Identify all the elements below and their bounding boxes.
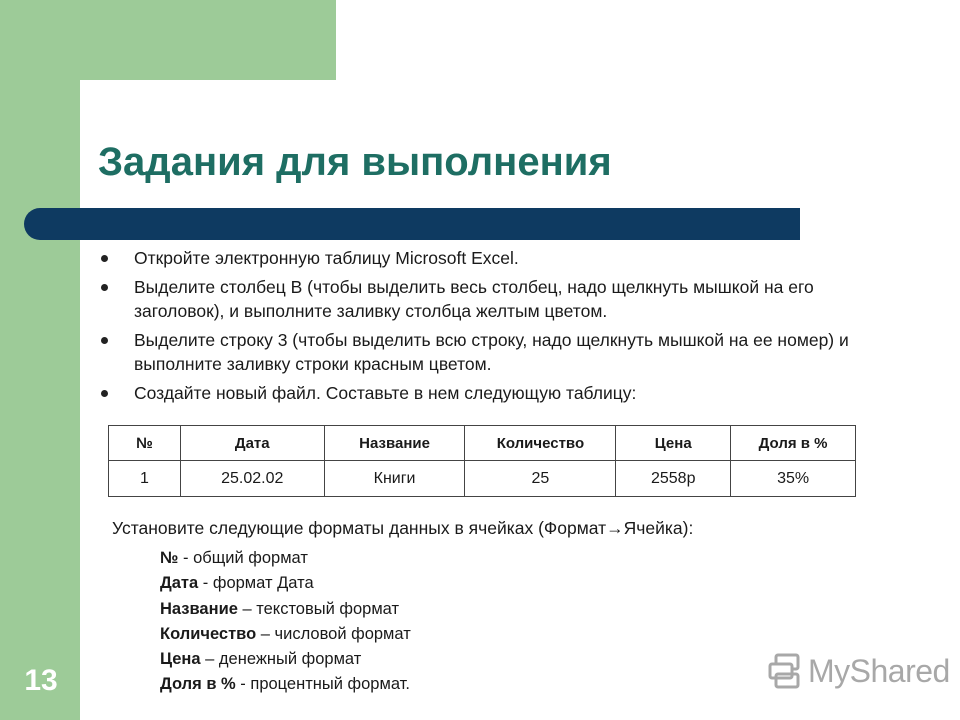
format-item [160, 597, 411, 622]
format-item [160, 647, 411, 672]
page-number: 13 [24, 664, 58, 697]
task-list [100, 246, 900, 410]
format-item [160, 622, 411, 647]
format-desc: - формат Дата [198, 574, 314, 593]
table-cell: 1 [109, 461, 181, 497]
format-desc: – числовой формат [256, 624, 411, 643]
task-item: Выделите строку 3 (чтобы выделить всю строку, надо щелкнуть мышкой на ее номер) и выполните заливку строки красным цветом. [100, 328, 900, 376]
format-desc: – текстовый формат [237, 599, 400, 618]
format-desc: - общий формат [178, 549, 308, 567]
task-item: Выделите столбец В (чтобы выделить весь столбец, надо щелкнуть мышкой на его заголовок), и выполните заливку столбца желтым цветом. [100, 275, 900, 323]
column-header: Количество [465, 426, 616, 461]
watermark-text: MyShared [808, 652, 950, 689]
table-cell: 2558р [616, 461, 731, 497]
format-field: Цена [160, 650, 201, 669]
format-field: Доля в % [160, 675, 236, 694]
myshared-logo-icon [768, 652, 804, 690]
format-item [160, 546, 411, 571]
green-top-band [0, 0, 336, 80]
format-desc: – денежный формат [200, 650, 362, 669]
column-header: Цена [616, 426, 731, 461]
format-item [160, 672, 411, 697]
table-header-row [109, 426, 856, 461]
table-cell: 35% [731, 461, 856, 497]
watermark [768, 652, 950, 690]
format-desc: - процентный формат. [235, 675, 410, 694]
table-cell: Книги [324, 461, 465, 497]
title-underline-bar [24, 208, 800, 240]
format-item [160, 571, 411, 596]
table-cell: 25 [465, 461, 616, 497]
formats-list [160, 546, 411, 698]
column-header: № [109, 426, 181, 461]
table-row [109, 461, 856, 497]
format-field: № [160, 549, 179, 567]
task-item: Откройте электронную таблицу Microsoft Excel. [100, 246, 900, 270]
column-header: Дата [180, 426, 324, 461]
format-field: Количество [160, 624, 257, 643]
column-header: Название [324, 426, 465, 461]
formats-heading: Установите следующие форматы данных в ячейках (Формат→Ячейка): [112, 518, 694, 538]
task-item: Создайте новый файл. Составьте в нем следующую таблицу: [100, 381, 900, 405]
format-field: Дата [160, 574, 199, 593]
sample-table [108, 425, 856, 497]
green-sidebar [0, 0, 80, 720]
table-cell: 25.02.02 [180, 461, 324, 497]
format-field: Название [160, 599, 238, 618]
column-header: Доля в % [731, 426, 856, 461]
slide-title: Задания для выполнения [98, 140, 612, 184]
